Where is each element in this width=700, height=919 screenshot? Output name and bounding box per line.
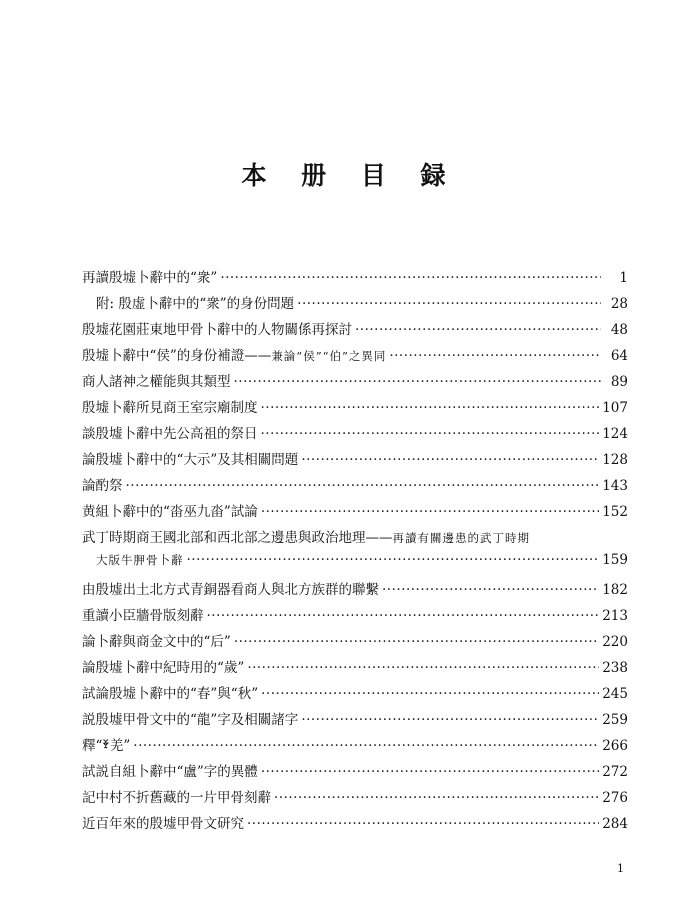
leader-dots — [301, 452, 599, 468]
toc-entry[interactable] — [82, 578, 628, 604]
leader-dots — [234, 374, 602, 390]
toc-entry[interactable] — [82, 812, 628, 838]
leader-dots — [355, 322, 601, 338]
toc-entry-title: 論卜辭與商金文中的“后” — [82, 634, 231, 650]
toc-entry-continuation[interactable] — [82, 552, 628, 578]
toc-entry-title: 商人諸神之權能與其類型 — [82, 374, 231, 390]
page-number: 1 — [617, 862, 624, 875]
toc-entry-title: 再讀殷墟卜辭中的“衆” — [82, 270, 218, 286]
toc-entry-subtitle: 再讀有關邊患的武丁時期 — [392, 531, 530, 545]
toc-entry-page: 64 — [610, 348, 628, 364]
leader-dots — [261, 426, 600, 442]
toc-entry-title: 論殷墟卜辭中紀時用的“歲” — [82, 660, 245, 676]
toc-entry-page: 284 — [602, 816, 628, 832]
leader-dots — [382, 582, 599, 598]
toc-entry[interactable] — [82, 422, 628, 448]
leader-dots — [187, 552, 600, 568]
oracle-glyph-icon — [102, 737, 109, 750]
toc-entry-subtitle: 兼論“侯”“伯”之異同 — [271, 349, 387, 363]
toc-entry-page: 266 — [602, 738, 628, 754]
page-title: 本 册 目 録 — [241, 161, 459, 190]
toc-entry-title: 論殷墟卜辭中的“大示”及其相關問題 — [82, 452, 299, 468]
leader-dots — [247, 660, 599, 676]
leader-dots — [261, 504, 599, 520]
toc-entry-page: 28 — [610, 296, 628, 312]
leader-dots — [389, 348, 601, 364]
toc-entry-page: 1 — [619, 270, 628, 286]
toc-entry-page: 245 — [602, 686, 628, 702]
toc-entry-title: 重讀小臣牆骨版刻辭 — [82, 608, 204, 624]
toc-entry-title: 殷墟花園莊東地甲骨卜辭中的人物關係再探討 — [82, 322, 352, 338]
toc-entry[interactable] — [82, 396, 628, 422]
toc-entry-page: 107 — [602, 400, 628, 416]
toc-entry-page: 182 — [602, 582, 628, 598]
toc-entry-page: 159 — [602, 552, 628, 568]
leader-dots — [247, 816, 599, 832]
toc-entry[interactable] — [82, 500, 628, 526]
leader-dots — [261, 400, 600, 416]
toc-entry-title: 記中村不折舊藏的一片甲骨刻辭 — [82, 790, 271, 806]
toc-entry[interactable] — [82, 708, 628, 734]
leader-dots — [297, 296, 601, 312]
toc-entry[interactable] — [82, 448, 628, 474]
toc-entry[interactable] — [82, 760, 628, 786]
toc-entry-title: 近百年來的殷墟甲骨文研究 — [82, 816, 244, 832]
toc-entry[interactable] — [82, 630, 628, 656]
leader-dots — [274, 790, 599, 806]
leader-dots — [126, 478, 600, 494]
toc-entry[interactable] — [82, 734, 628, 760]
toc-entry-title: 談殷墟卜辭中先公高祖的祭日 — [82, 426, 258, 442]
toc-entry-title: 武丁時期商王國北部和西北部之邊患與政治地理—— — [82, 530, 393, 546]
toc-entry[interactable] — [82, 344, 628, 370]
toc-entry-page: 143 — [602, 478, 628, 494]
toc-entry-page: 89 — [610, 374, 628, 390]
leader-dots — [301, 712, 599, 728]
leader-dots — [133, 738, 599, 754]
toc-entry-page: 48 — [610, 322, 628, 338]
leader-dots — [220, 270, 601, 286]
toc-entry-page: 272 — [602, 764, 628, 780]
toc-entry-title-prefix: 釋“ — [82, 738, 103, 754]
toc-entry-page: 259 — [602, 712, 628, 728]
toc-entry-title: 殷墟卜辭所見商王室宗廟制度 — [82, 400, 258, 416]
leader-dots — [261, 686, 599, 702]
toc-entry-title: 附: 殷虚卜辭中的“衆”的身份問題 — [96, 296, 295, 312]
toc-entry[interactable] — [82, 786, 628, 812]
toc-entry-title: 殷墟卜辭中“侯”的身份補證—— — [82, 348, 272, 364]
toc-entry-page: 213 — [602, 608, 628, 624]
toc-entry-page: 152 — [602, 504, 628, 520]
toc-entry-subtitle: 大版牛胛骨卜辭 — [96, 553, 184, 567]
toc-entry[interactable] — [82, 318, 628, 344]
toc-entry[interactable] — [82, 292, 628, 318]
toc-entry-title: 説殷墟甲骨文中的“龍”字及相關諸字 — [82, 712, 299, 728]
table-of-contents — [82, 266, 628, 838]
toc-entry[interactable] — [82, 474, 628, 500]
toc-entry-page: 220 — [602, 634, 628, 650]
toc-entry-title: 羌” — [109, 738, 131, 754]
leader-dots — [207, 608, 600, 624]
toc-entry-title: 論酌祭 — [82, 478, 123, 494]
toc-entry-page: 128 — [602, 452, 628, 468]
toc-entry[interactable] — [82, 266, 628, 292]
toc-entry-title: 試論殷墟卜辭中的“春”與“秋” — [82, 686, 259, 702]
toc-entry-title: 由殷墟出土北方式青銅器看商人與北方族群的聯繫 — [82, 582, 379, 598]
toc-entry-title: 試説自組卜辭中“盧”字的異體 — [82, 764, 258, 780]
leader-dots — [261, 764, 599, 780]
toc-entry[interactable] — [82, 526, 628, 552]
toc-entry-page: 276 — [602, 790, 628, 806]
toc-entry[interactable] — [82, 370, 628, 396]
toc-entry[interactable] — [82, 682, 628, 708]
toc-entry-page: 124 — [602, 426, 628, 442]
toc-entry-title: 黄組卜辭中的“畓巫九畓”試論 — [82, 504, 258, 520]
toc-entry-page: 238 — [602, 660, 628, 676]
toc-entry[interactable] — [82, 656, 628, 682]
toc-entry[interactable] — [82, 604, 628, 630]
leader-dots — [234, 634, 599, 650]
